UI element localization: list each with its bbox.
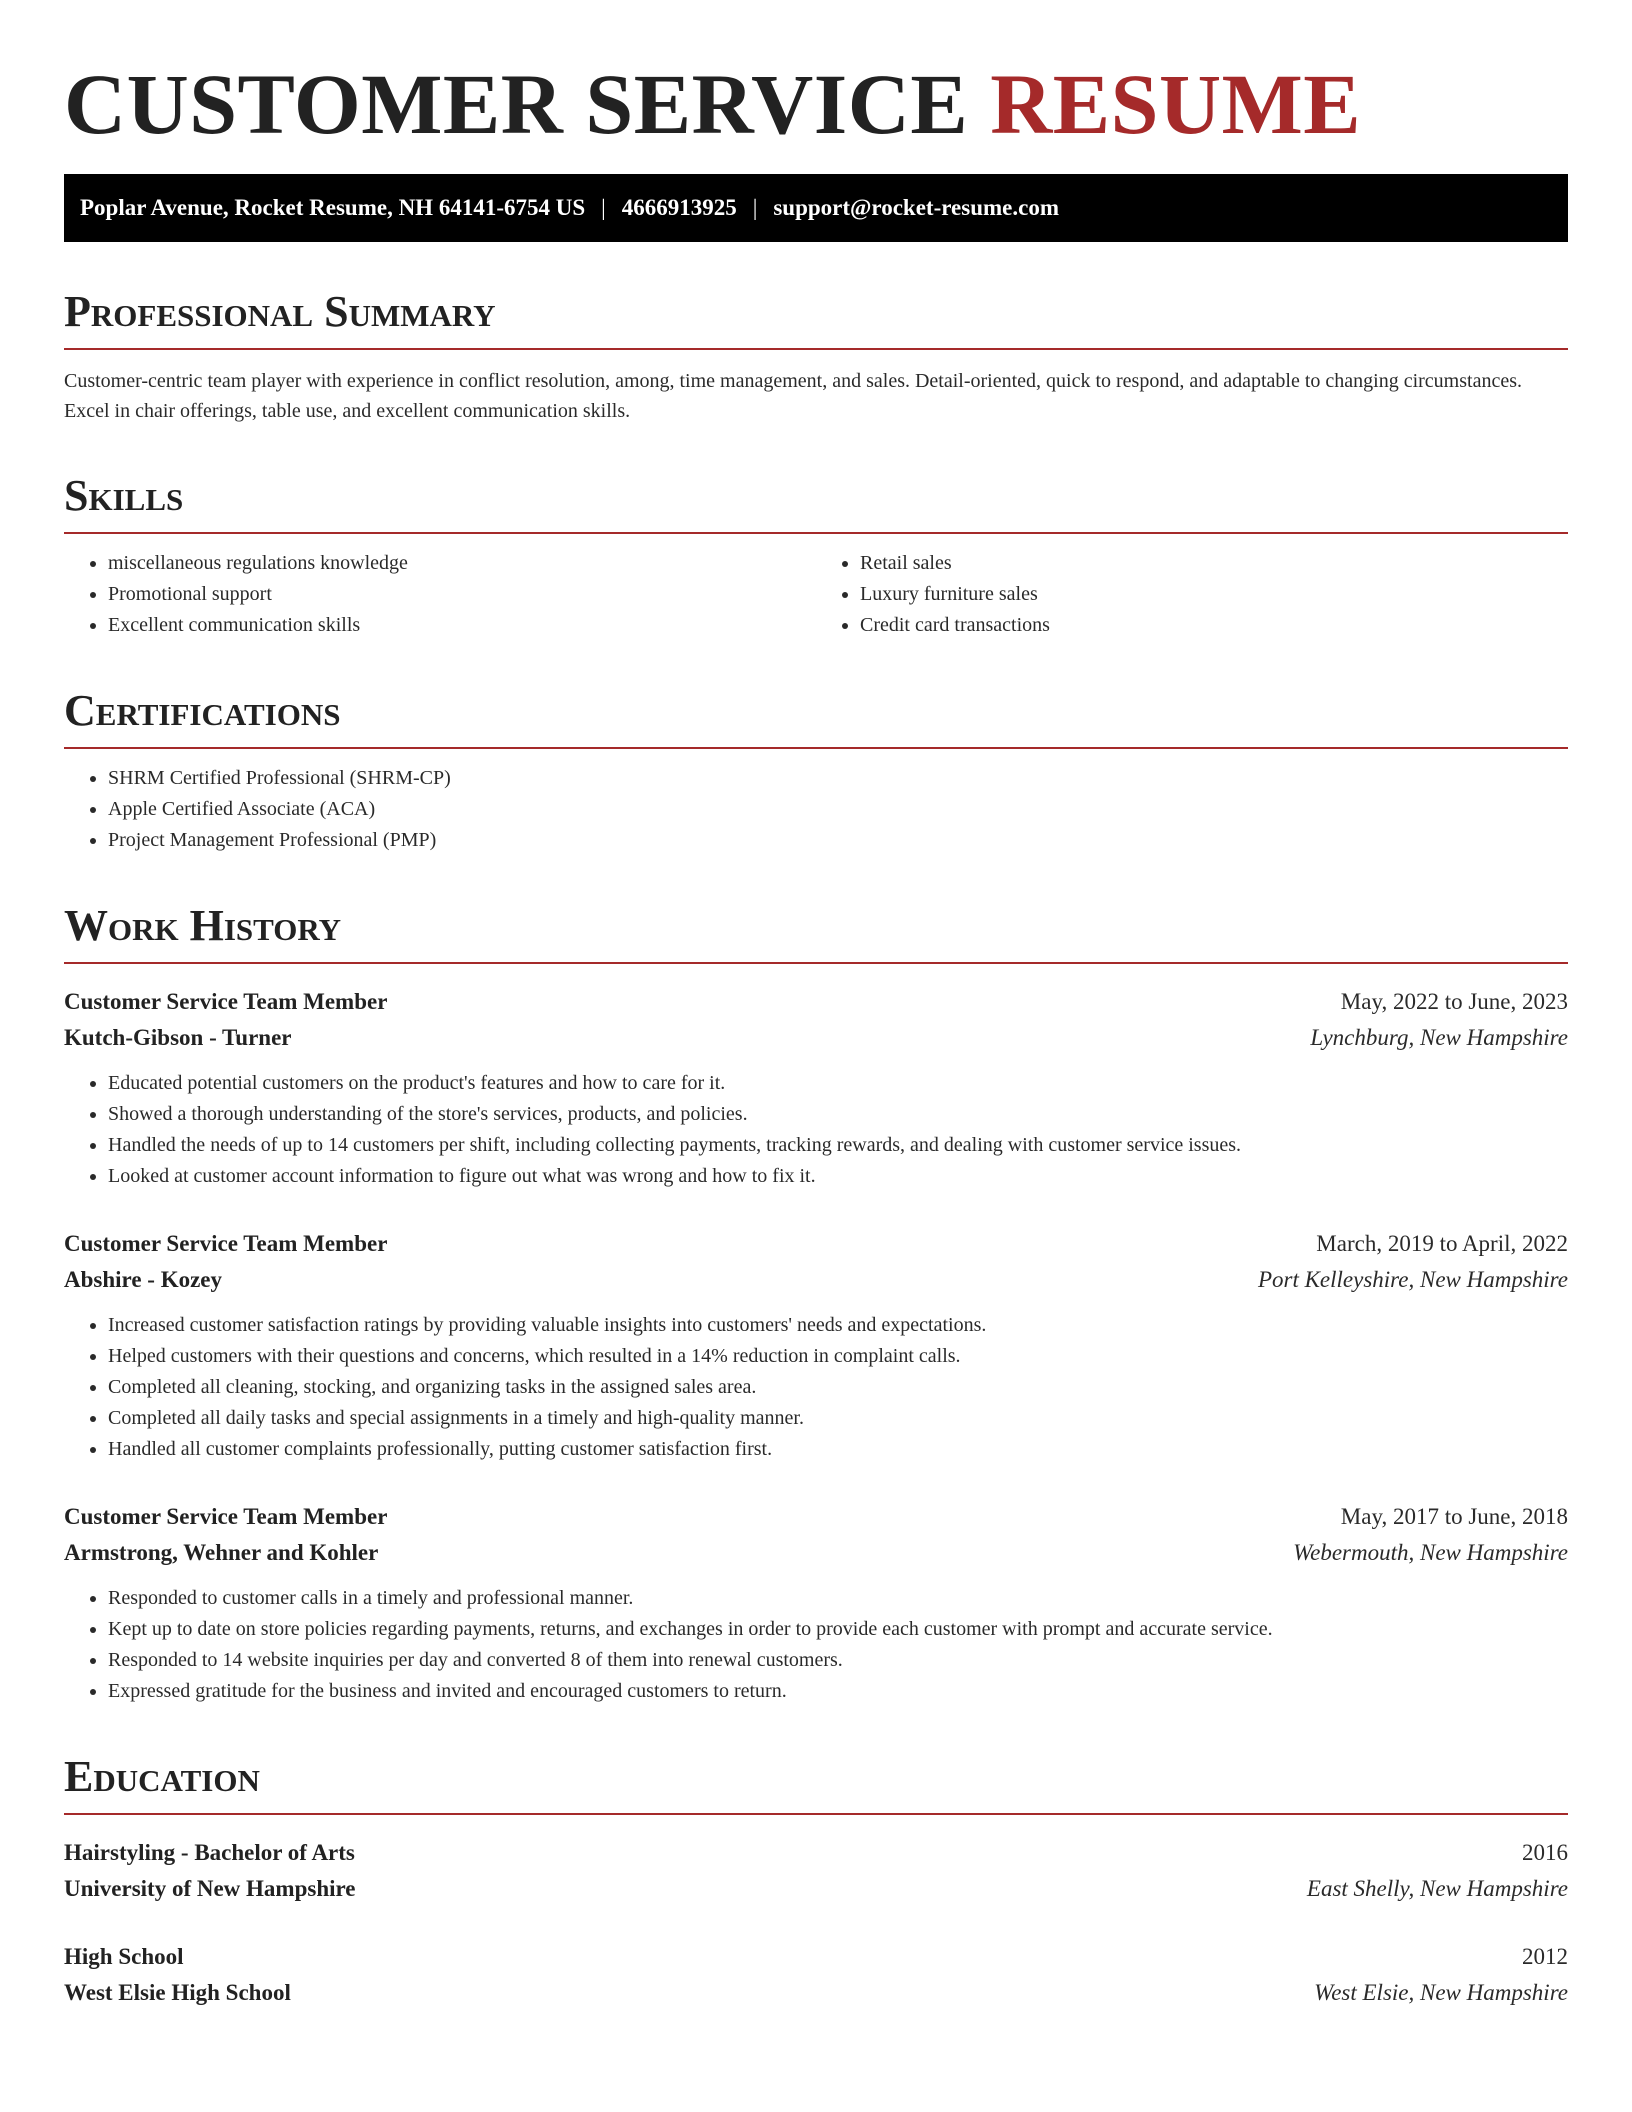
education-year: 2016 [1522,1840,1568,1865]
education-degree: Hairstyling - Bachelor of Arts [64,1840,355,1865]
job-bullet: • Responded to customer calls in a timely and professional manner. [108,1583,1568,1614]
skills-section [64,470,1568,641]
certification-item: • SHRM Certified Professional (SHRM-CP) [108,763,1568,794]
job-location: Lynchburg, New Hampshire [1310,1025,1568,1050]
job-dates: March, 2019 to April, 2022 [1316,1231,1568,1256]
education-degree-row [64,1835,1568,1871]
job-bullet: • Completed all daily tasks and special assignments in a timely and high-quality manner. [108,1403,1568,1434]
education-entry [64,1939,1568,2011]
job-header-row [64,1226,1568,1262]
title-main: CUSTOMER SERVICE [64,56,969,152]
skill-item: • Credit card transactions [860,610,1568,641]
education-school: West Elsie High School [64,1980,291,2005]
job-title: Customer Service Team Member [64,1504,388,1529]
skill-item: • Luxury furniture sales [860,579,1568,610]
contact-email: support@rocket-resume.com [773,195,1059,220]
certifications-list [64,763,1568,856]
skill-item: • Retail sales [860,548,1568,579]
job-bullets [64,1310,1568,1465]
job-title: Customer Service Team Member [64,1231,388,1256]
education-degree: High School [64,1944,184,1969]
contact-bar [64,174,1568,242]
job-company-row [64,1262,1568,1298]
certifications-section [64,685,1568,856]
job-entry [64,1499,1568,1707]
job-location: Webermouth, New Hampshire [1293,1540,1568,1565]
skills-list-right [816,548,1568,641]
education-entry [64,1835,1568,1907]
job-bullet: • Responded to 14 website inquiries per day and converted 8 of them into renewal customers. [108,1645,1568,1676]
job-location: Port Kelleyshire, New Hampshire [1257,1267,1568,1292]
education-school-row [64,1871,1568,1907]
job-bullet: • Handled all customer complaints professionally, putting customer satisfaction first. [108,1434,1568,1465]
education-school-row [64,1975,1568,2011]
job-entry [64,984,1568,1192]
education-location: East Shelly, New Hampshire [1306,1876,1568,1901]
job-header-row [64,1499,1568,1535]
job-company-row [64,1020,1568,1056]
education-degree-row [64,1939,1568,1975]
skills-list-left [64,548,816,641]
certification-item: • Project Management Professional (PMP) [108,825,1568,856]
job-title: Customer Service Team Member [64,989,388,1014]
contact-phone: 4666913925 [621,195,737,220]
page-title [64,0,1568,150]
skill-item: • miscellaneous regulations knowledge [108,548,816,579]
job-company-row [64,1535,1568,1571]
job-dates: May, 2017 to June, 2018 [1340,1504,1568,1529]
job-company: Kutch-Gibson - Turner [64,1025,292,1050]
summary-text: Customer-centric team player with experience in conflict resolution, among, time management, and sales. Detail-oriented, quick to respond, and adaptable to changing circumstances. Excel in chair offerings, table use, and excellent communication skills. [64,370,1522,422]
certifications-heading: Certifications [64,685,1568,749]
education-school: University of New Hampshire [64,1876,356,1901]
summary-heading: Professional Summary [64,286,1568,350]
job-bullet: • Increased customer satisfaction ratings by providing valuable insights into customers' needs and expectations. [108,1310,1568,1341]
job-company: Abshire - Kozey [64,1267,223,1292]
skill-item: • Excellent communication skills [108,610,816,641]
education-location: West Elsie, New Hampshire [1314,1980,1568,2005]
title-accent: RESUME [990,56,1362,152]
job-bullet: • Educated potential customers on the product's features and how to care for it. [108,1068,1568,1099]
skills-heading: Skills [64,470,1568,534]
job-bullet: • Completed all cleaning, stocking, and organizing tasks in the assigned sales area. [108,1372,1568,1403]
summary-section [64,286,1568,426]
job-bullet: • Showed a thorough understanding of the store's services, products, and policies. [108,1099,1568,1130]
contact-separator: | [752,195,758,220]
education-year: 2012 [1522,1944,1568,1969]
job-bullets [64,1068,1568,1192]
work-history-heading: Work History [64,900,1568,964]
job-header-row [64,984,1568,1020]
work-history-section [64,900,1568,1707]
job-company: Armstrong, Wehner and Kohler [64,1540,379,1565]
job-entry [64,1226,1568,1465]
education-heading: Education [64,1751,1568,1815]
certification-item: • Apple Certified Associate (ACA) [108,794,1568,825]
job-bullet: • Handled the needs of up to 14 customers per shift, including collecting payments, tracking rewards, and dealing with customer service issues. [108,1130,1568,1161]
education-section [64,1751,1568,2011]
job-bullets [64,1583,1568,1707]
job-bullet: • Expressed gratitude for the business and invited and encouraged customers to return. [108,1676,1568,1707]
job-dates: May, 2022 to June, 2023 [1340,989,1568,1014]
job-bullet: • Kept up to date on store policies regarding payments, returns, and exchanges in order to provide each customer with prompt and accurate service. [108,1614,1568,1645]
job-bullet: • Looked at customer account information to figure out what was wrong and how to fix it. [108,1161,1568,1192]
job-bullet: • Helped customers with their questions and concerns, which resulted in a 14% reduction in complaint calls. [108,1341,1568,1372]
skills-columns [64,534,1568,641]
contact-address: Poplar Avenue, Rocket Resume, NH 64141-6754 US [80,195,586,220]
contact-separator: | [601,195,606,220]
skill-item: • Promotional support [108,579,816,610]
